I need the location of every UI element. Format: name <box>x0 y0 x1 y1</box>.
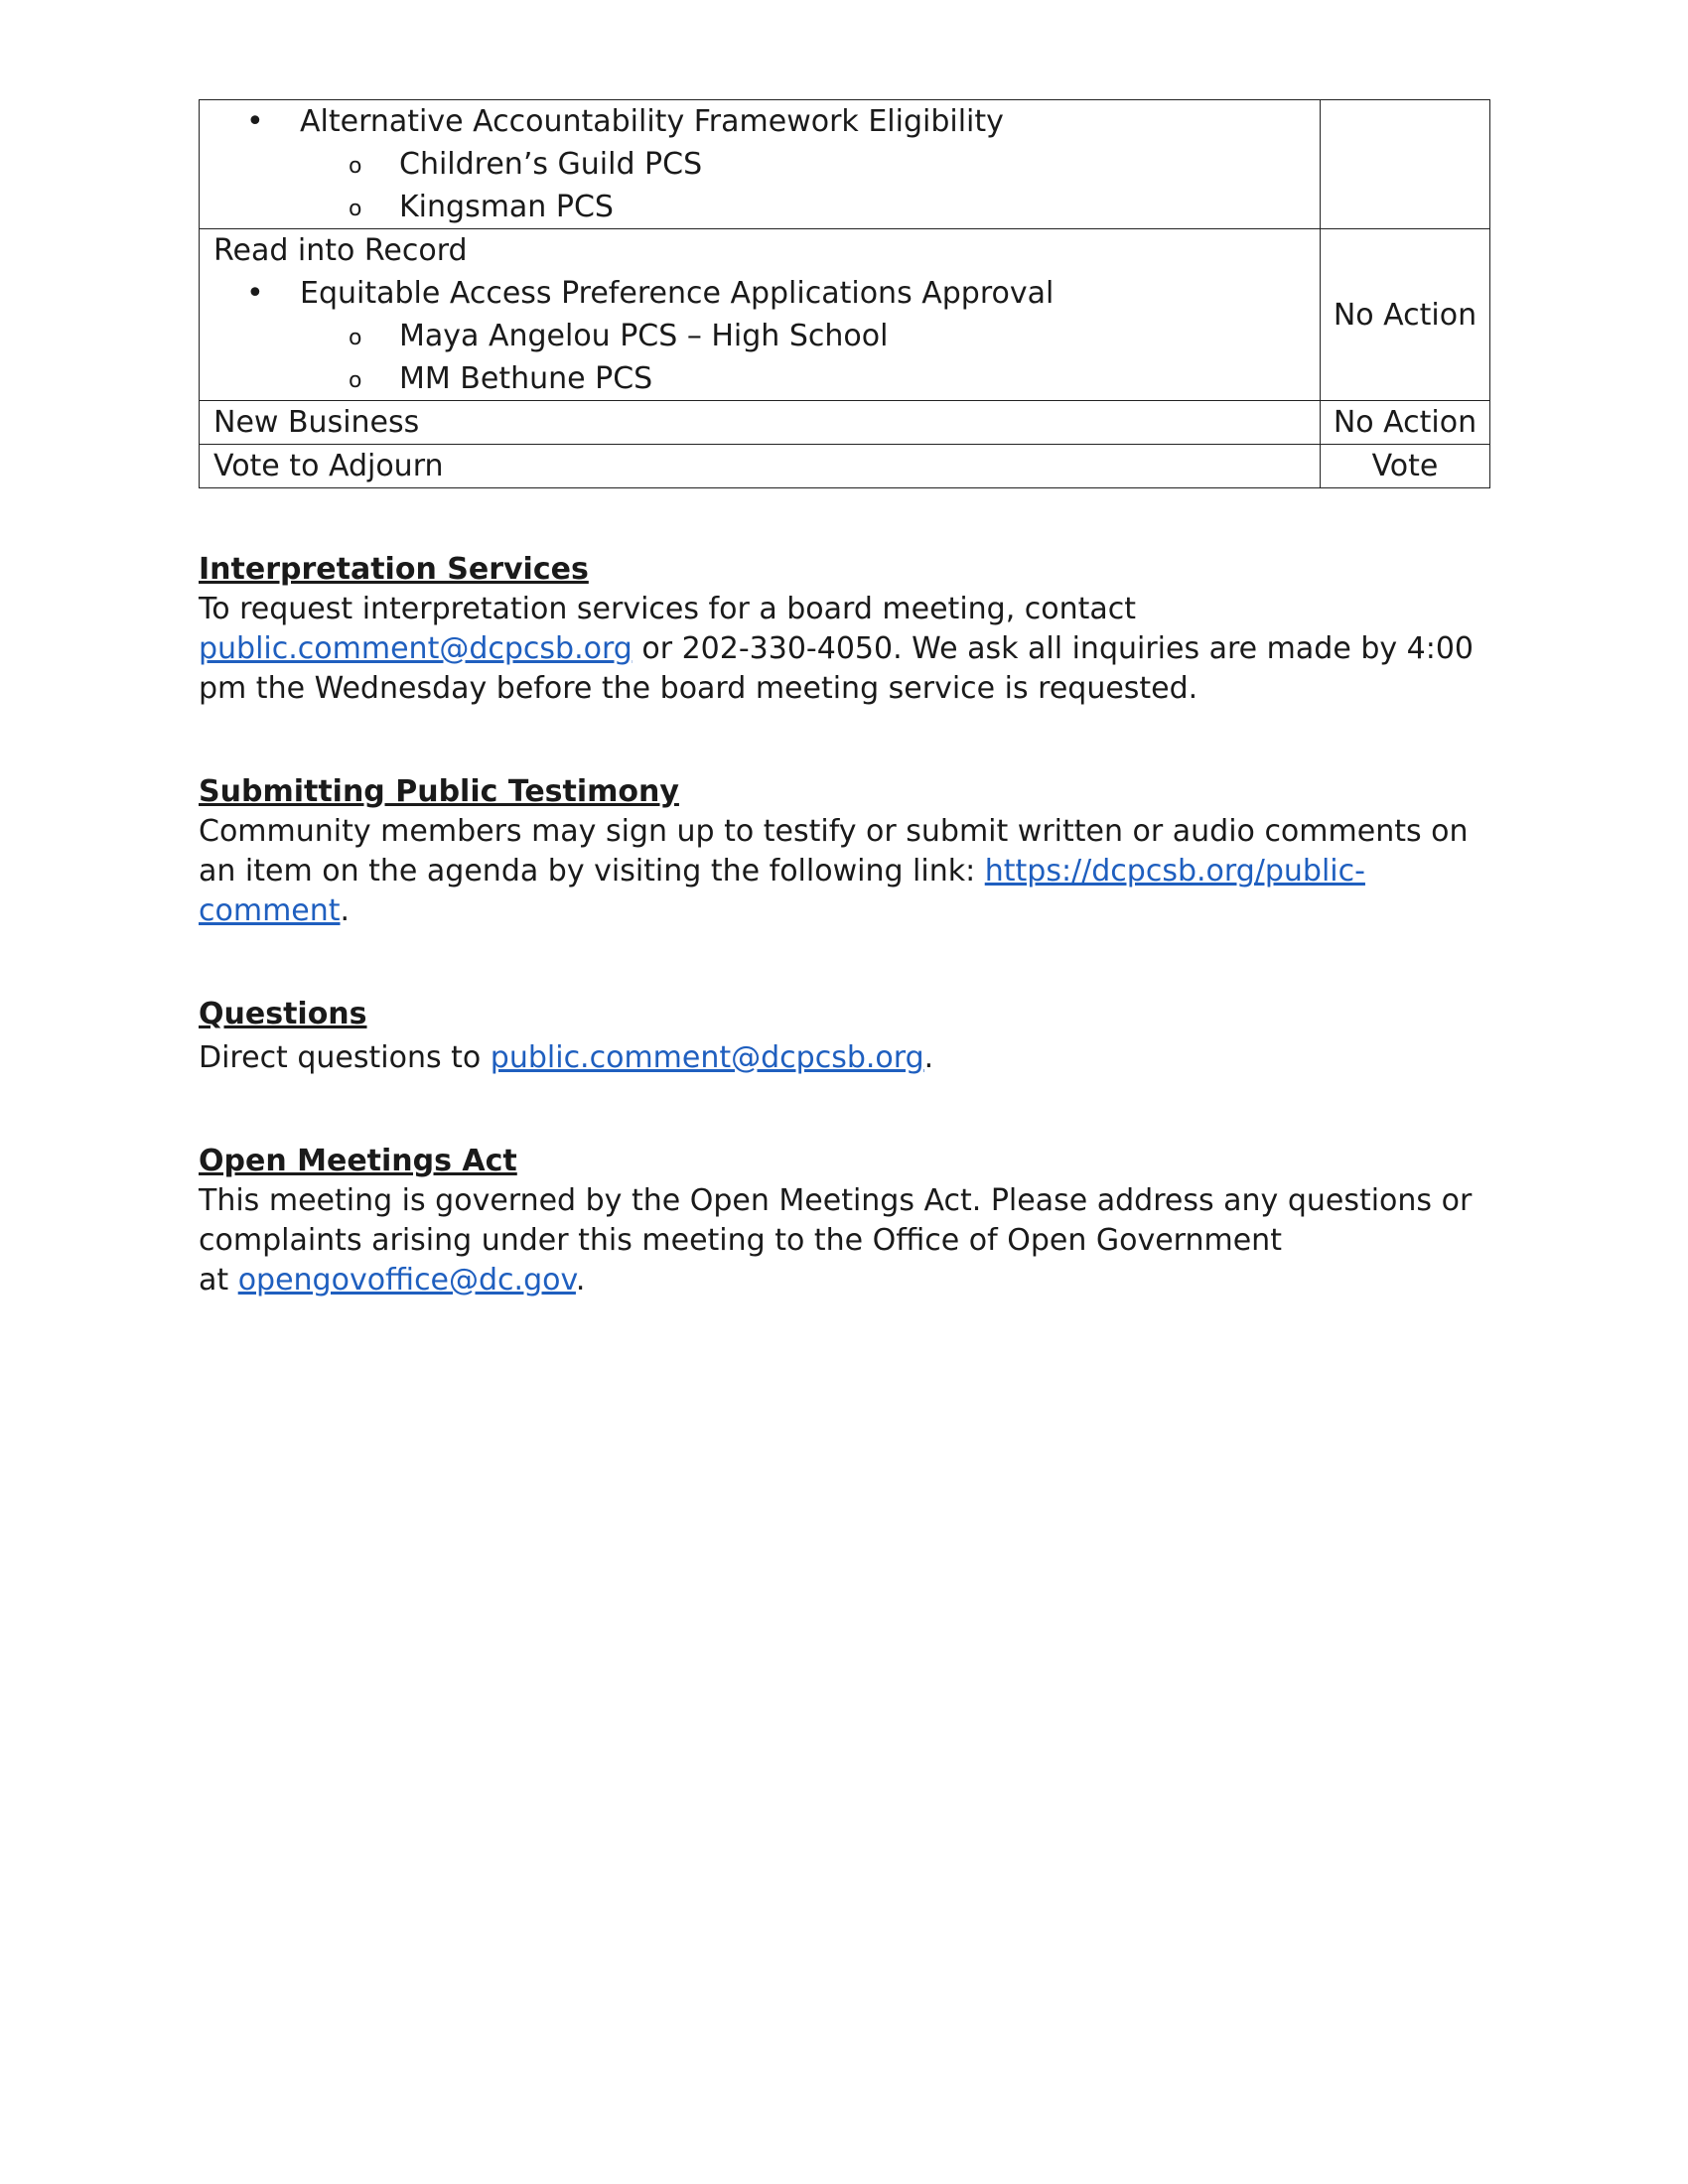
section-heading: Questions <box>199 997 367 1031</box>
action-cell: No Action <box>1321 229 1490 401</box>
section-heading: Open Meetings Act <box>199 1144 517 1178</box>
section-heading: Interpretation Services <box>199 552 589 587</box>
agenda-item-cell: Vote to Adjourn <box>200 445 1321 488</box>
agenda-item-cell: New Business <box>200 401 1321 445</box>
email-link[interactable]: public.comment@dcpcsb.org <box>490 1040 924 1075</box>
list-item <box>300 100 1306 228</box>
sub-list-item: o Kingsman PCS <box>399 186 1306 228</box>
section-body: Direct questions to public.comment@dcpcsb.org. <box>199 1040 934 1075</box>
list-item-label: Equitable Access Preference Applications Approval <box>300 276 1055 311</box>
testimony-section <box>199 772 1499 931</box>
sub-list-item: o MM Bethune PCS <box>399 357 1306 400</box>
agenda-table <box>199 99 1490 488</box>
action-cell: Vote <box>1321 445 1490 488</box>
agenda-item-cell <box>200 100 1321 229</box>
questions-section <box>199 995 1499 1078</box>
list-item <box>300 272 1306 400</box>
list-item-label: Alternative Accountability Framework Eligibility <box>300 104 1004 139</box>
sub-list-item: o Maya Angelou PCS – High School <box>399 315 1306 357</box>
interpretation-section <box>199 550 1499 709</box>
section-heading: Submitting Public Testimony <box>199 774 679 809</box>
table-row <box>200 229 1490 401</box>
email-link[interactable]: public.comment@dcpcsb.org <box>199 631 633 666</box>
sub-list-item: o Children’s Guild PCS <box>399 143 1306 186</box>
section-body: To request interpretation services for a board meeting, contact public.comment@dcpcsb.org or 202-330-4050. We ask all inquiries are made by 4:00 pm the Wednesday before the board meeting service is requested. <box>199 592 1475 706</box>
section-body: Community members may sign up to testify or submit written or audio comments on an item on the agenda by visiting the following link: https://dcpcsb.org/public- comment. <box>199 814 1469 928</box>
action-cell: No Action <box>1321 401 1490 445</box>
email-link[interactable]: opengovoffice@dc.gov <box>237 1263 576 1297</box>
bullet-list <box>213 272 1306 400</box>
section-body: This meeting is governed by the Open Meetings Act. Please address any questions or complaints arising under this meeting to the Office of Open Government at opengovoffice@dc.gov. <box>199 1183 1473 1297</box>
public-comment-link[interactable]: https://dcpcsb.org/public- comment <box>199 854 1365 928</box>
table-row <box>200 100 1490 229</box>
bullet-list <box>213 100 1306 228</box>
agenda-item-cell <box>200 229 1321 401</box>
open-meetings-section <box>199 1142 1499 1300</box>
row-heading: Read into Record <box>213 233 468 268</box>
action-cell <box>1321 100 1490 229</box>
sub-list <box>300 315 1306 400</box>
sub-list <box>300 143 1306 228</box>
table-row <box>200 401 1490 445</box>
table-row <box>200 445 1490 488</box>
